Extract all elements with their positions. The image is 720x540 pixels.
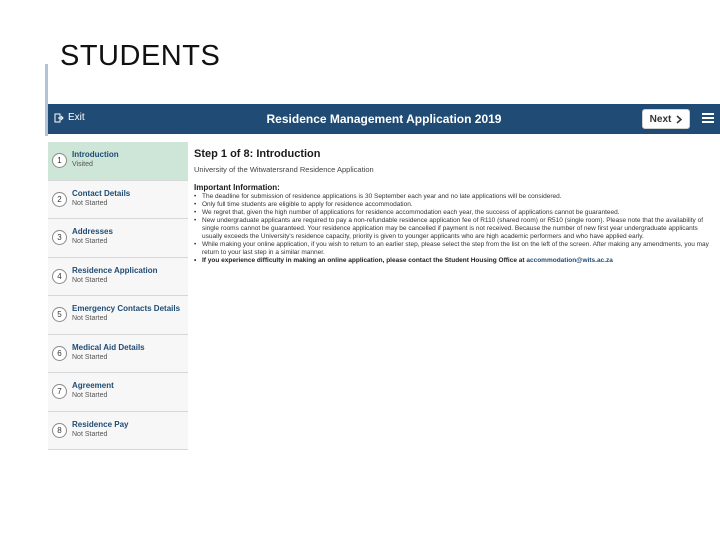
sidebar-step-residence-pay[interactable] xyxy=(48,412,188,451)
step-label: Residence Pay xyxy=(72,419,129,429)
step-number: 1 xyxy=(52,153,67,168)
step-status: Not Started xyxy=(72,392,108,399)
step-number: 5 xyxy=(52,307,67,322)
chevron-right-icon xyxy=(676,115,682,124)
hamburger-menu-icon[interactable] xyxy=(702,112,714,124)
step-label: Medical Aid Details xyxy=(72,342,145,352)
step-status: Not Started xyxy=(72,353,108,361)
contact-email-link[interactable]: accommodation@wits.ac.za xyxy=(526,257,613,264)
step-status: Not Started xyxy=(72,199,108,207)
info-list xyxy=(194,193,716,265)
info-item: • New undergraduate applicants are required to pay a non-refundable residence application fee of R110 (shared room) or R510 (single room). Please note that the availability of single rooms cannot be guaranteed. Your residence application may be cancelled if payment is not received. Because the number of new first year undergraduate applicants usually exceeds the University's residence capacity, priority is given to younger applicants who are high academic performers and who have applied early. xyxy=(194,217,716,241)
step-number: 3 xyxy=(52,230,67,245)
step-label: Addresses xyxy=(72,227,113,236)
app-title: Residence Management Application 2019 xyxy=(266,112,502,126)
step-number: 7 xyxy=(52,384,67,399)
step-label: Residence Application xyxy=(72,265,158,275)
application-subtitle: University of the Witwatersrand Residence Application xyxy=(194,165,374,174)
sidebar-step-introduction[interactable] xyxy=(48,142,188,181)
main-content xyxy=(194,148,716,265)
step-number: 2 xyxy=(52,192,67,207)
sidebar-step-residence-application[interactable] xyxy=(48,258,188,297)
slide-title: STUDENTS xyxy=(60,40,221,72)
sidebar-step-contact-details[interactable] xyxy=(48,181,188,220)
step-label: Introduction xyxy=(72,150,119,159)
sidebar-step-medical-aid[interactable] xyxy=(48,335,188,374)
step-label: Agreement xyxy=(72,381,114,390)
residence-app-window xyxy=(48,104,720,450)
sidebar-step-addresses[interactable] xyxy=(48,219,188,258)
info-item: • The deadline for submission of residence applications is 30 September each year and no late applications will be considered. xyxy=(194,193,716,201)
contact-text: If you experience difficulty in making an online application, please contact the Student Housing Office at xyxy=(202,257,527,264)
step-label: Emergency Contacts Details xyxy=(72,304,181,313)
step-status: Not Started xyxy=(72,238,108,245)
step-number: 4 xyxy=(52,269,67,284)
info-item-contact xyxy=(194,257,716,265)
step-heading: Step 1 of 8: Introduction xyxy=(194,148,321,160)
important-info-heading: Important Information: xyxy=(194,183,280,192)
next-label: Next xyxy=(649,113,672,125)
step-status: Visited xyxy=(72,161,93,168)
step-status: Not Started xyxy=(72,430,108,438)
sidebar-step-emergency-contacts[interactable] xyxy=(48,296,188,335)
exit-label: Exit xyxy=(68,112,85,123)
step-status: Not Started xyxy=(72,315,108,322)
info-item: • We regret that, given the high number of applications for residence accommodation each year, the success of applications cannot be guaranteed. xyxy=(194,209,716,217)
step-number: 6 xyxy=(52,346,67,361)
next-button[interactable] xyxy=(642,109,690,129)
sidebar-step-agreement[interactable] xyxy=(48,373,188,412)
step-status: Not Started xyxy=(72,276,108,284)
app-header xyxy=(48,104,720,134)
info-item: • While making your online application, if you wish to return to an earlier step, please select the step from the list on the left of the screen. After making any amendments, you may return to your last step in a similar manner. xyxy=(194,241,716,257)
info-item: • Only full time students are eligible to apply for residence accommodation. xyxy=(194,201,716,209)
step-label: Contact Details xyxy=(72,188,131,198)
step-number: 8 xyxy=(52,423,67,438)
step-sidebar xyxy=(48,142,188,450)
